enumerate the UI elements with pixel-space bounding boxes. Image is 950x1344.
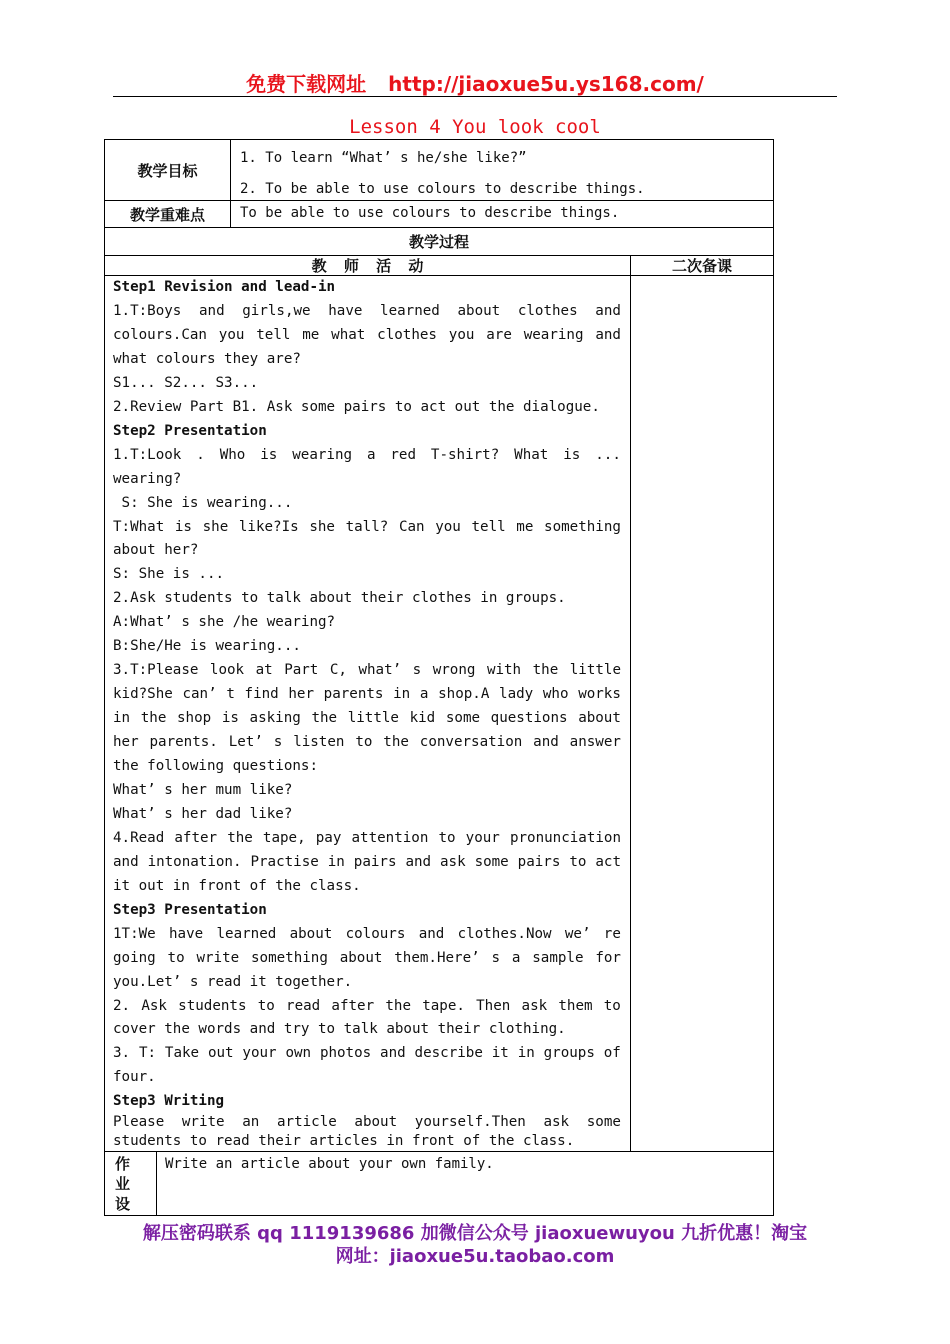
word: and xyxy=(595,302,621,319)
word: we’ xyxy=(564,925,591,942)
word: clothes xyxy=(517,302,578,319)
activity-line: A:What’ s she /he wearing? xyxy=(113,614,336,631)
word: after xyxy=(331,997,375,1014)
word: she xyxy=(309,518,335,535)
word: is xyxy=(563,446,581,463)
activity-line: you.Let’ s read it together. xyxy=(113,973,353,990)
activity-line xyxy=(113,327,621,343)
activity-line xyxy=(113,854,621,870)
word: her xyxy=(288,686,314,703)
word: 3. xyxy=(113,1045,131,1062)
word: little xyxy=(569,662,621,679)
word: T:What xyxy=(113,518,165,535)
activity-line: What’ s her dad like? xyxy=(113,805,293,822)
word: the xyxy=(227,829,253,846)
word: kid xyxy=(409,710,436,727)
word: the xyxy=(383,734,409,751)
word: about xyxy=(354,1114,398,1131)
word: girls,we xyxy=(242,302,311,319)
word: a xyxy=(366,446,376,463)
word: her xyxy=(113,734,139,751)
word: have xyxy=(328,302,363,319)
word: to xyxy=(603,997,621,1014)
word: the xyxy=(311,710,338,727)
word: What xyxy=(514,446,549,463)
word: is xyxy=(221,710,239,727)
lesson-title: Lesson 4 You look cool xyxy=(349,116,601,138)
word: colours.Can xyxy=(113,326,207,343)
word: a xyxy=(419,686,429,703)
word: 4.Read xyxy=(113,829,165,846)
word: in xyxy=(517,1045,535,1062)
word: 1.T:Boys xyxy=(113,302,182,319)
word: about xyxy=(339,949,383,966)
word: T-shirt? xyxy=(430,446,500,463)
homework-text: Write an article about your own family. xyxy=(165,1156,494,1172)
word: what’ xyxy=(358,662,402,679)
word: sample xyxy=(532,949,584,966)
word: Please xyxy=(113,1114,165,1131)
word: some xyxy=(586,1114,621,1131)
word: intonation. xyxy=(147,853,242,870)
word: tall? xyxy=(345,518,389,535)
word: groups xyxy=(543,1045,595,1062)
step-heading: Step3 Writing xyxy=(113,1093,225,1110)
word: in xyxy=(113,710,131,727)
objectives-label: 教学目标 xyxy=(104,139,231,201)
word: with xyxy=(486,662,522,679)
word: write xyxy=(181,1114,225,1131)
word: . xyxy=(196,446,205,463)
process-heading: 教学过程 xyxy=(104,227,774,256)
objective-item: 1. To learn “What’ s he/she like?” xyxy=(240,150,527,166)
word: it xyxy=(491,1045,509,1062)
key-points-label: 教学重难点 xyxy=(104,200,231,228)
word: answer xyxy=(569,734,621,751)
activity-line: S1... S2... S3... xyxy=(113,374,259,391)
word: about xyxy=(578,710,621,727)
word: your xyxy=(465,829,500,846)
word: ... xyxy=(595,446,621,463)
activity-line: what colours they are? xyxy=(113,350,301,367)
word: going xyxy=(113,949,156,966)
word: parents. xyxy=(149,734,218,751)
footer-link[interactable]: 网址：jiaoxue5u.taobao.com xyxy=(335,1246,615,1267)
word: a xyxy=(511,949,521,966)
word: an xyxy=(242,1114,260,1131)
word: and xyxy=(405,853,432,870)
word: pairs xyxy=(353,853,397,870)
word: colours xyxy=(345,925,406,942)
word: listen xyxy=(293,734,345,751)
word: parents xyxy=(323,686,384,703)
word: shop xyxy=(177,710,212,727)
word: about xyxy=(457,302,501,319)
word: works xyxy=(578,686,621,703)
homework-label-cell xyxy=(104,1151,157,1216)
word: asking xyxy=(249,710,301,727)
word: and xyxy=(113,853,139,870)
word: pay xyxy=(315,829,342,846)
word: ask xyxy=(521,997,548,1014)
second-prep-header: 二次备课 xyxy=(630,255,774,276)
word: Can xyxy=(398,518,425,535)
word: you xyxy=(448,326,475,343)
word: 1T:We xyxy=(113,925,156,942)
word: Practise xyxy=(250,853,319,870)
word: the xyxy=(140,710,167,727)
activity-line xyxy=(113,926,621,942)
word: is xyxy=(174,518,192,535)
word: and xyxy=(533,734,559,751)
word: learned xyxy=(216,925,277,942)
word: C, xyxy=(329,662,347,679)
word: T: xyxy=(138,1045,157,1062)
word: s xyxy=(491,949,501,966)
homework-cell xyxy=(156,1151,774,1216)
word: s xyxy=(273,734,283,751)
word: ask xyxy=(440,853,466,870)
word: them.Here’ xyxy=(394,949,480,966)
activity-line xyxy=(113,830,621,846)
word: out xyxy=(207,1045,234,1062)
word: are xyxy=(486,326,512,343)
word: conversation xyxy=(419,734,523,751)
word: kid?She xyxy=(113,686,173,703)
word: to xyxy=(257,997,275,1014)
footer-line-1: 解压密码联系 qq 1119139686 加微信公众号 jiaoxuewuyou 九折优惠！淘宝 xyxy=(142,1223,808,1244)
activity-line xyxy=(113,1045,621,1061)
word: 1.T:Look xyxy=(113,446,182,463)
step-heading: Step1 Revision and lead-in xyxy=(113,279,336,295)
word: pairs xyxy=(517,853,561,870)
word: clothes xyxy=(377,326,437,343)
word: wearing xyxy=(523,326,584,343)
activity-line: the following questions: xyxy=(113,758,318,774)
word: your xyxy=(242,1045,277,1062)
word: own xyxy=(285,1045,312,1062)
word: shop.A xyxy=(438,686,490,703)
activity-line xyxy=(113,686,621,702)
activity-line: it out in front of the class. xyxy=(113,877,361,894)
step-heading: Step2 Presentation xyxy=(113,422,267,439)
activity-line: about her? xyxy=(113,542,199,559)
word: some xyxy=(474,853,509,870)
word: tape. xyxy=(422,997,465,1014)
activity-line: four. xyxy=(113,1069,156,1086)
word: photos xyxy=(319,1045,372,1062)
word: you xyxy=(218,326,245,343)
word: t xyxy=(226,686,235,703)
homework-label-char: 业 xyxy=(115,1175,131,1193)
key-points-cell xyxy=(230,200,774,228)
word: to xyxy=(569,853,587,870)
word: to xyxy=(167,949,185,966)
word: after xyxy=(174,829,218,846)
word: in xyxy=(327,853,345,870)
word: students xyxy=(178,997,247,1014)
word: tell xyxy=(471,518,506,535)
word: act xyxy=(595,853,621,870)
site-header xyxy=(0,68,950,97)
word: Part xyxy=(284,662,319,679)
word: little xyxy=(347,710,399,727)
word: and xyxy=(595,326,621,343)
activity-line xyxy=(113,662,621,678)
word: something xyxy=(544,518,621,535)
word: Then xyxy=(476,997,511,1014)
word: Ask xyxy=(141,997,167,1014)
activity-line: cover the words and try to talk about their clothing. xyxy=(113,1021,566,1038)
word: something xyxy=(251,949,328,966)
word: s xyxy=(412,662,422,679)
word: have xyxy=(169,925,204,942)
word: the xyxy=(532,662,559,679)
activity-line: 2.Review Part B1. Ask some pairs to act out the dialogue. xyxy=(113,398,600,415)
activity-line xyxy=(113,447,621,463)
word: she xyxy=(202,518,229,535)
activity-line xyxy=(113,734,621,750)
word: what xyxy=(331,326,366,343)
activity-line: 2.Ask students to talk about their clothes in groups. xyxy=(113,590,566,607)
second-prep-cell xyxy=(630,275,774,1152)
word: some xyxy=(445,710,481,727)
word: and xyxy=(380,1045,406,1062)
word: me xyxy=(302,326,320,343)
word: Take xyxy=(164,1045,200,1062)
activity-line xyxy=(113,950,621,966)
teacher-activity-header: 教 师 活 动 xyxy=(104,255,631,276)
word: at xyxy=(255,662,273,679)
activity-line: wearing? xyxy=(113,470,182,487)
activity-line: S: She is ... xyxy=(113,566,225,583)
word: yourself.Then xyxy=(414,1114,526,1131)
word: and xyxy=(418,925,445,942)
word: you xyxy=(435,518,461,535)
word: red xyxy=(390,446,417,463)
word: for xyxy=(595,949,621,966)
word: who xyxy=(542,686,569,703)
word: to xyxy=(438,829,456,846)
word: Let’ xyxy=(228,734,263,751)
activity-line: S: She is wearing... xyxy=(113,494,293,511)
word: in xyxy=(393,686,411,703)
word: and xyxy=(198,302,225,319)
activity-line xyxy=(113,998,621,1014)
word: write xyxy=(196,949,240,966)
word: look xyxy=(209,662,245,679)
word: to xyxy=(355,734,373,751)
word: like?Is xyxy=(238,518,299,535)
activity-line xyxy=(113,303,621,319)
word: attention xyxy=(351,829,429,846)
word: them xyxy=(558,997,593,1014)
word: 3.T:Please xyxy=(113,662,199,679)
word: wrong xyxy=(432,662,476,679)
key-points-text: To be able to use colours to describe things. xyxy=(240,205,620,221)
word: can’ xyxy=(182,686,217,703)
header-label: 免费下载网址 xyxy=(246,72,367,96)
word: clothes.Now xyxy=(457,925,552,942)
activity-line xyxy=(113,1114,621,1130)
word: re xyxy=(603,925,621,942)
activity-line xyxy=(113,519,621,535)
word: learned xyxy=(380,302,440,319)
word: the xyxy=(385,997,411,1014)
activity-line: What’ s her mum like? xyxy=(113,781,293,798)
activity-line xyxy=(113,710,621,726)
word: is xyxy=(260,446,278,463)
word: read xyxy=(286,997,321,1014)
objective-item: 2. To be able to use colours to describe things. xyxy=(240,181,645,197)
word: of xyxy=(603,1045,621,1062)
word: lady xyxy=(499,686,534,703)
word: tape, xyxy=(262,829,306,846)
word: describe xyxy=(414,1045,483,1062)
word: questions xyxy=(490,710,568,727)
activity-line: B:She/He is wearing... xyxy=(113,638,301,655)
word: me xyxy=(516,518,534,535)
word: ask xyxy=(543,1114,570,1131)
word: wearing xyxy=(292,446,353,463)
homework-label-char: 设 xyxy=(115,1195,131,1213)
word: Who xyxy=(219,446,246,463)
header-url-link[interactable]: http://jiaoxue5u.ys168.com/ xyxy=(388,72,704,96)
objectives-cell xyxy=(230,139,774,201)
word: 2. xyxy=(113,997,131,1014)
header-rule xyxy=(113,96,837,97)
activity-line: students to read their articles in front of the class. xyxy=(113,1133,575,1150)
word: tell xyxy=(256,326,291,343)
word: find xyxy=(244,686,279,703)
word: pronunciation xyxy=(509,829,621,846)
word: about xyxy=(289,925,333,942)
homework-label-char: 作 xyxy=(115,1155,131,1173)
step-heading: Step3 Presentation xyxy=(113,901,267,918)
word: article xyxy=(276,1114,337,1131)
